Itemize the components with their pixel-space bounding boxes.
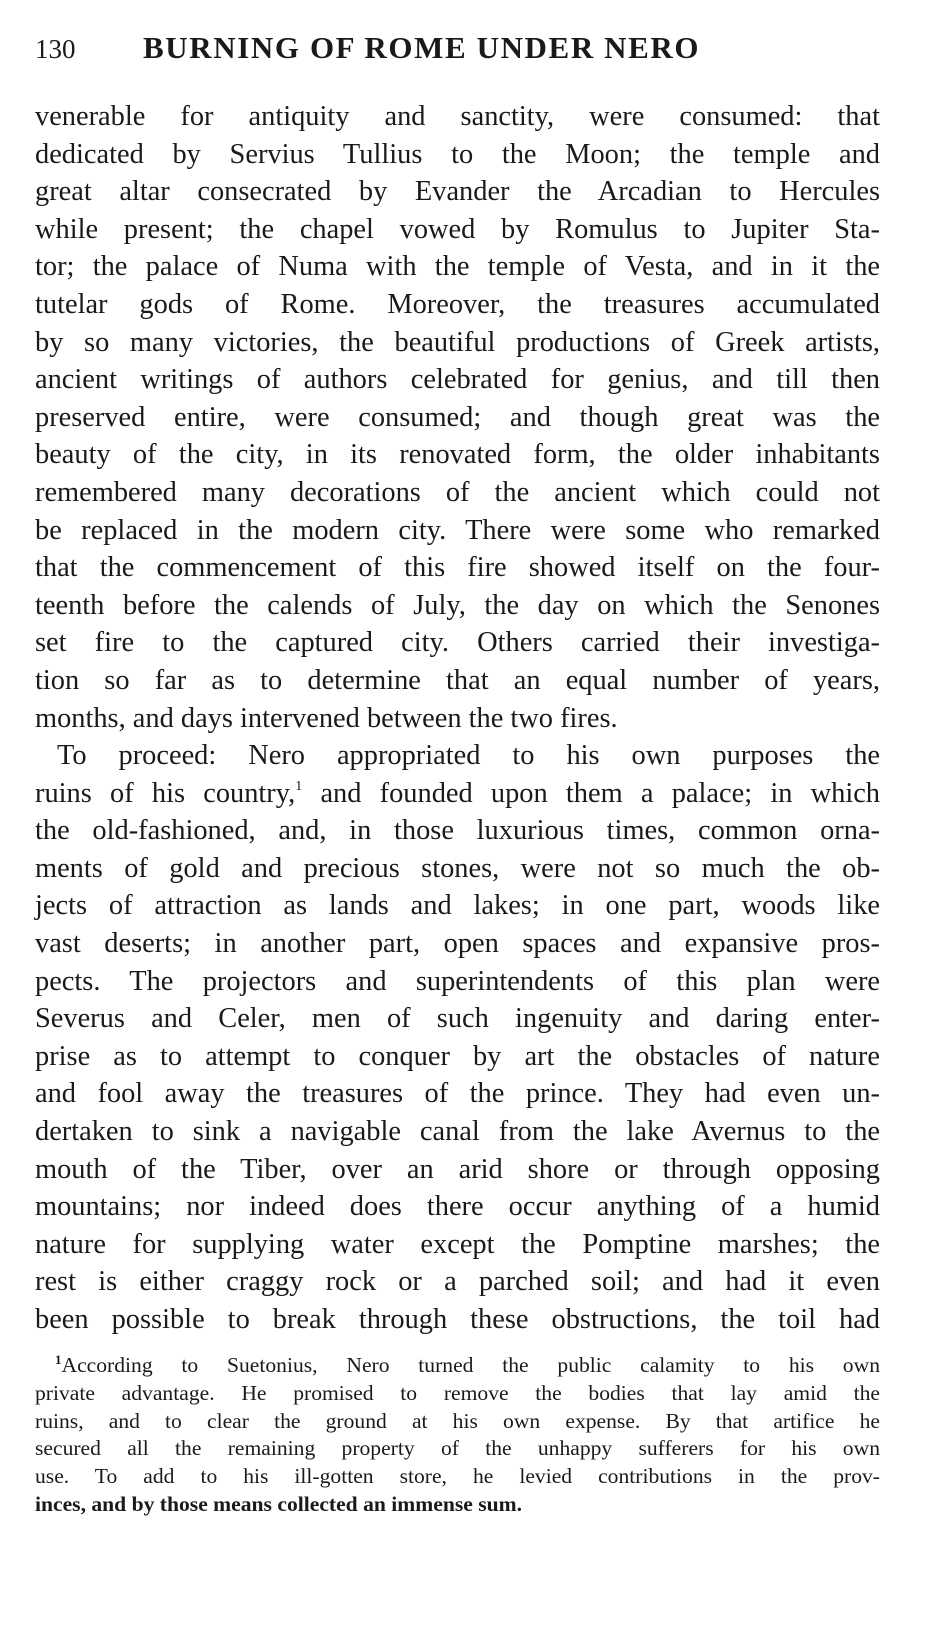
footnote-marker: 1	[55, 1352, 62, 1367]
text-line-with-footnote-ref	[35, 775, 880, 813]
text-line: ments of gold and precious stones, were not so much the ob-	[35, 852, 880, 884]
text-line: tutelar gods of Rome. Moreover, the treasures accumulated	[35, 288, 880, 320]
footnote	[35, 1352, 880, 1519]
text-line: preserved entire, were consumed; and though great was the	[35, 401, 880, 433]
paragraph-end-line: months, and days intervened between the two fires.	[35, 702, 618, 734]
text-line: be replaced in the modern city. There were some who remarked	[35, 514, 880, 546]
running-head	[35, 30, 880, 74]
text-line: great altar consecrated by Evander the Arcadian to Hercules	[35, 176, 880, 208]
text-line: ancient writings of authors celebrated for genius, and till then	[35, 364, 880, 396]
text-line: vast deserts; in another part, open spaces and expansive pros-	[35, 928, 880, 960]
text-line: the old-fashioned, and, in those luxurious times, common orna-	[35, 815, 880, 847]
text-line: set fire to the captured city. Others carried their investiga-	[35, 627, 880, 659]
text-line: that the commencement of this fire showed itself on the four-	[35, 552, 880, 584]
footnote-line: use. To add to his ill-gotten store, he levied contributions in the prov-	[35, 1464, 880, 1489]
text-line: dertaken to sink a navigable canal from the lake Avernus to the	[35, 1116, 880, 1148]
text-line: venerable for antiquity and sanctity, were consumed: that	[35, 101, 880, 132]
text-line: mouth of the Tiber, over an arid shore or through opposing	[35, 1153, 880, 1185]
text-line: prise as to attempt to conquer by art the obstacles of nature	[35, 1040, 880, 1072]
page-number: 130	[35, 34, 76, 64]
text-segment: and founded upon them a palace; in which	[302, 777, 881, 809]
text-line: by so many victories, the beautiful productions of Greek artists,	[35, 326, 880, 358]
text-line: mountains; nor indeed does there occur anything of a humid	[35, 1191, 880, 1223]
footnote-line	[35, 1352, 880, 1380]
text-line: nature for supplying water except the Pomptine marshes; the	[35, 1228, 880, 1260]
footnote-reference: 1	[295, 778, 303, 794]
footnote-line: inces, and by those means collected an immense sum.	[35, 1491, 523, 1516]
body-text	[35, 98, 880, 1339]
text-line: teenth before the calends of July, the day on which the Senones	[35, 589, 880, 621]
footnote-line: ruins, and to clear the ground at his own expense. By that artifice he	[35, 1408, 880, 1433]
text-line: Severus and Celer, men of such ingenuity and daring enter-	[35, 1003, 880, 1035]
text-line: remembered many decorations of the ancient which could not	[35, 476, 880, 508]
text-line: jects of attraction as lands and lakes; in one part, woods like	[35, 890, 880, 922]
text-segment: ruins of his country,	[35, 777, 296, 809]
paragraph-start-line: To proceed: Nero appropriated to his own purposes the	[57, 740, 880, 772]
text-line: tor; the palace of Numa with the temple of Vesta, and in it the	[35, 251, 880, 283]
running-title: BURNING OF ROME UNDER NERO	[143, 30, 701, 65]
footnote-line: private advantage. He promised to remove the bodies that lay amid the	[35, 1380, 880, 1405]
text-line: beauty of the city, in its renovated form, the older inhabitants	[35, 439, 880, 471]
text-line: and fool away the treasures of the prince. They had even un-	[35, 1078, 880, 1110]
text-line: tion so far as to determine that an equal number of years,	[35, 664, 880, 696]
footnote-line: secured all the remaining property of the unhappy sufferers for his own	[35, 1436, 880, 1461]
text-line: been possible to break through these obstructions, the toil had	[35, 1304, 880, 1335]
text-line: pects. The projectors and superintendents of this plan were	[35, 965, 880, 997]
footnote-text: According to Suetonius, Nero turned the public calamity to his own	[61, 1353, 880, 1377]
text-line: rest is either craggy rock or a parched soil; and had it even	[35, 1266, 880, 1298]
text-line: dedicated by Servius Tullius to the Moon; the temple and	[35, 138, 880, 170]
text-line: while present; the chapel vowed by Romulus to Jupiter Sta-	[35, 213, 880, 245]
